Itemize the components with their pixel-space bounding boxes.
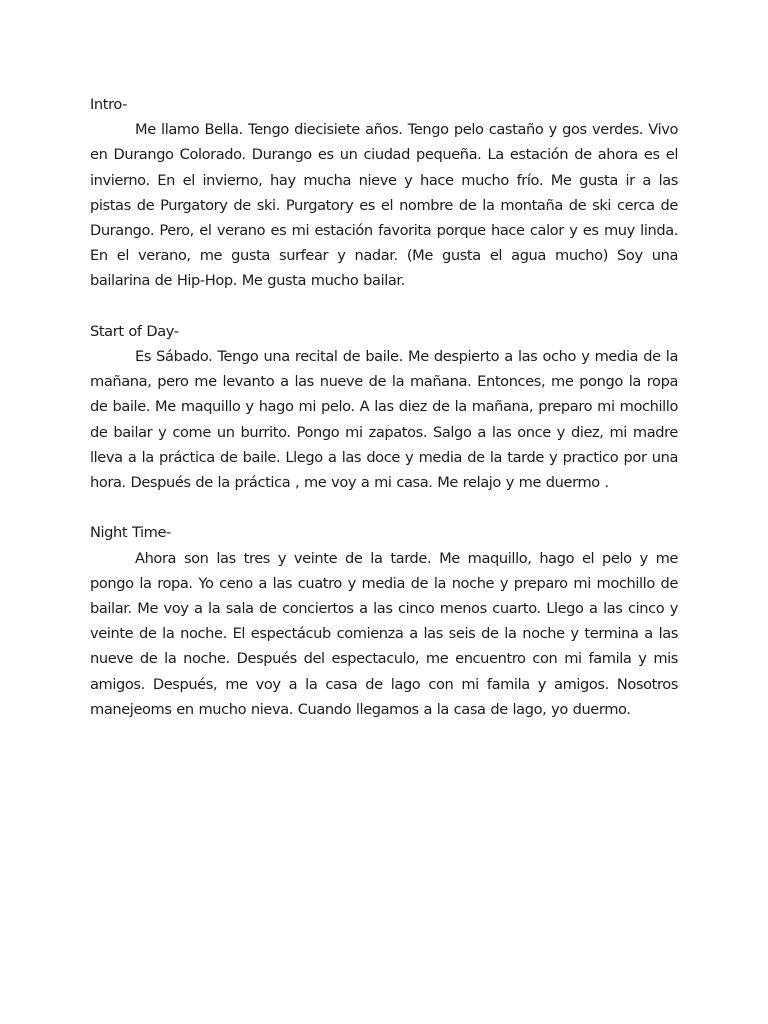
document-content xyxy=(90,92,678,747)
section-paragraph-start-of-day: Es Sábado. Tengo una recital de baile. Me despierto a las ocho y media de la mañana, pero me levanto a las nueve de la mañana. Entonces, me pongo la ropa de baile. Me maquillo y hago mi pelo. A las diez de la mañana, preparo mi mochillo de bailar y come un burrito. Pongo mi zapatos. Salgo a las once y diez, mi madre lleva a la práctica de baile. Llego a las doce y media de la tarde y practico por una hora. Después de la práctica , me voy a mi casa. Me relajo y me duermo . xyxy=(90,348,678,492)
section-night-time xyxy=(90,520,678,722)
section-heading-start-of-day: Start of Day- xyxy=(90,322,179,340)
section-paragraph-intro: Me llamo Bella. Tengo diecisiete años. Tengo pelo castaño y gos verdes. Vivo en Durango Colorado. Durango es un ciudad pequeña. La estación de ahora es el invierno. En el invierno, hay mucha nieve y hace mucho frío. Me gusta ir a las pistas de Purgatory de ski. Purgatory es el nombre de la montaña de ski cerca de Durango. Pero, el verano es mi estación favorita porque hace calor y es muy linda. En el verano, me gusta surfear y nadar. (Me gusta el agua mucho) Soy una bailarina de Hip-Hop. Me gusta mucho bailar. xyxy=(90,121,678,290)
section-intro xyxy=(90,92,678,294)
section-start-of-day xyxy=(90,319,678,495)
section-heading-night-time: Night Time- xyxy=(90,524,171,542)
section-paragraph-night-time: Ahora son las tres y veinte de la tarde. Me maquillo, hago el pelo y me pongo la ropa. Yo ceno a las cuatro y media de la noche y preparo mi mochillo de bailar. Me voy a la sala de conciertos a las cinco menos cuarto. Llego a las cinco y veinte de la noche. El espectácub comienza a las seis de la noche y termina a las nueve de la noche. Después del espectaculo, me encuentro con mi famila y mis amigos. Después, me voy a la casa de lago con mi famila y amigos. Nosotros manejeoms en mucho nieva. Cuando llegamos a la casa de lago, yo duermo. xyxy=(90,549,678,718)
section-heading-intro: Intro- xyxy=(90,96,128,113)
